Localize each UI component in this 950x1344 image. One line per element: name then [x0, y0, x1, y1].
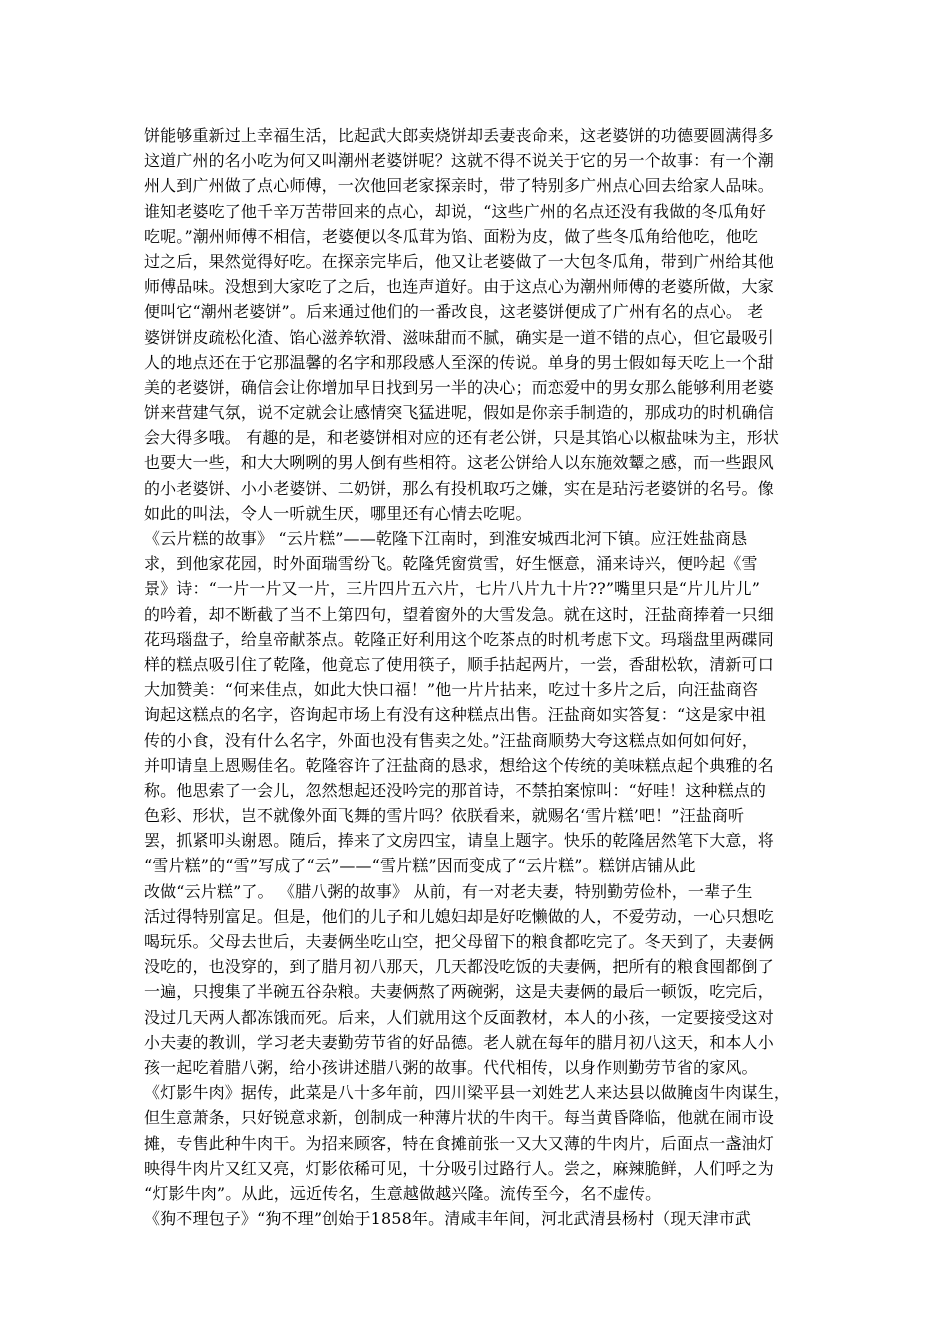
text-line: 改做“云片糕”了。 《腊八粥的故事》 从前，有一对老夫妻，特别勤劳俭朴，一辈子生	[144, 881, 753, 901]
text-line: 样的糕点吸引住了乾隆，他竟忘了使用筷子，顺手拈起两片，一尝，香甜松软，清新可口	[144, 654, 774, 674]
text-line: 州人到广州做了点心师傅，一次他回老家探亲时，带了特别多广州点心回去给家人品味。	[144, 176, 774, 196]
text-line: “灯影牛肉”。从此，远近传名，生意越做越兴隆。流传至今，名不虚传。	[144, 1183, 662, 1203]
text-line: 没吃的，也没穿的，到了腊月初八那天，几天都没吃饭的夫妻俩，把所有的粮食囤都倒了	[144, 957, 774, 977]
text-line: 色彩、形状，岂不就像外面飞舞的雪片吗？依朕看来，就赐名‘雪片糕’吧！”汪盐商听	[144, 806, 745, 826]
text-line: 景》诗：“一片一片又一片，三片四片五六片，七片八片九十片??”嘴里只是“片儿片儿”	[144, 579, 761, 599]
text-line: 师傅品味。没想到大家吃了之后，也连声道好。由于这点心为潮州师傅的老婆所做，大家	[144, 277, 774, 297]
text-line: 婆饼饼皮疏松化渣、馅心滋养软滑、滋味甜而不腻，确实是一道不错的点心，但它最吸引	[144, 327, 774, 347]
text-line: 花玛瑙盘子，给皇帝献茶点。乾隆正好利用这个吃茶点的时机考虑下文。玛瑙盘里两碟同	[144, 629, 774, 649]
text-line: 并叩请皇上恩赐佳名。乾隆容许了汪盐商的恳求，想给这个传统的美味糕点起个典雅的名	[144, 755, 774, 775]
text-line: 《云片糕的故事》 “云片糕”——乾隆下江南时，到淮安城西北河下镇。应汪姓盐商恳	[144, 529, 748, 548]
text-line: 传的小食，没有什么名字，外面也没有售卖之处。”汪盐商顺势大夸这糕点如何如何好，	[144, 730, 759, 750]
text-line: 吃呢。”潮州师傅不相信，老婆便以冬瓜茸为馅、面粉为皮，做了些冬瓜角给他吃，他吃	[144, 226, 759, 246]
text-line: 喝玩乐。父母去世后，夫妻俩坐吃山空，把父母留下的粮食都吃完了。冬天到了，夫妻俩	[144, 932, 774, 951]
text-line: 活过得特别富足。但是，他们的儿子和儿媳妇却是好吃懒做的人，不爱劳动，一心只想吃	[144, 906, 774, 926]
text-line: 小夫妻的教训，学习老夫妻勤劳节省的好品德。老人就在每年的腊月初八这天，和本人小	[144, 1032, 774, 1052]
text-line: 一遍，只搜集了半碗五谷杂粮。夫妻俩熬了两碗粥，这是夫妻俩的最后一顿饭，吃完后，	[144, 982, 774, 1002]
text-line: 会大得多哦。 有趣的是，和老婆饼相对应的还有老公饼，只是其馅心以椒盐味为主，形状	[144, 428, 780, 448]
text-line: 饼能够重新过上幸福生活，比起武大郎卖烧饼却丢妻丧命来，这老婆饼的功德要圆满得多	[144, 126, 774, 145]
text-line: 便叫它“潮州老婆饼”。后来通过他们的一番改良，这老婆饼便成了广州有名的点心。 老	[144, 302, 764, 322]
text-line: 谁知老婆吃了他千辛万苦带回来的点心，却说，“这些广州的名点还没有我做的冬瓜角好	[144, 201, 767, 221]
body-text	[144, 123, 814, 1231]
text-line: 也要大一些，和大大咧咧的男人倒有些相符。这老公饼给人以东施效颦之感，而一些跟风	[144, 453, 774, 473]
text-line: 映得牛肉片又红又亮，灯影依稀可见，十分吸引过路行人。尝之，麻辣脆鲜，人们呼之为	[144, 1158, 774, 1178]
text-line: 求，到他家花园，时外面瑞雪纷飞。乾隆凭窗赏雪，好生惬意，涌来诗兴，便吟起《雪	[144, 554, 758, 574]
text-line: 的小老婆饼、小小老婆饼、二奶饼，那么有投机取巧之嫌，实在是玷污老婆饼的名号。像	[144, 478, 774, 498]
text-line: 称。他思索了一会儿，忽然想起还没吟完的那首诗，不禁拍案惊叫：“好哇！这种糕点的	[144, 780, 767, 800]
text-line: 这道广州的名小吃为何又叫潮州老婆饼呢？这就不得不说关于它的另一个故事：有一个潮	[144, 151, 774, 171]
text-line: 罢，抓紧叩头谢恩。随后，捧来了文房四宝，请皇上题字。快乐的乾隆居然笔下大意，将	[144, 831, 774, 851]
text-line: 人的地点还在于它那温馨的名字和那段感人至深的传说。单身的男士假如每天吃上一个甜	[144, 352, 774, 372]
text-line: 《灯影牛肉》据传，此菜是八十多年前，四川梁平县一刘姓艺人来达县以做腌卤牛肉谋生，	[144, 1083, 791, 1103]
text-line: 摊，专售此种牛肉干。为招来顾客，特在食摊前张一又大又薄的牛肉片，后面点一盏油灯	[144, 1133, 774, 1153]
text-line: 如此的叫法，令人一听就生厌，哪里还有心情去吃呢。	[144, 503, 532, 523]
text-line: 大加赞美：“何来佳点，如此大快口福！”他一片片拈来，吃过十多片之后，向汪盐商咨	[144, 680, 759, 700]
text-line: 《狗不理包子》“狗不理”创始于1858年。清咸丰年间，河北武清县杨村（现天津市武	[144, 1209, 752, 1229]
text-line: 没过几天两人都冻饿而死。后来，人们就用这个反面教材，本人的小孩，一定要接受这对	[144, 1007, 774, 1027]
text-line: 美的老婆饼，确信会让你增加早日找到另一半的决心；而恋爱中的男女那么能够利用老婆	[144, 377, 774, 397]
text-line: 的吟着，却不断截了当不上第四句，望着窗外的大雪发急。就在这时，汪盐商捧着一只细	[144, 604, 774, 624]
text-line: 饼来营建气氛，说不定就会让感情突飞猛进呢，假如是你亲手制造的，那成功的时机确信	[144, 403, 774, 423]
text-line: 询起这糕点的名字，咨询起市场上有没有这种糕点出售。汪盐商如实答复：“这是家中祖	[144, 705, 767, 725]
text-line: 过之后，果然觉得好吃。在探亲完毕后，他又让老婆做了一大包冬瓜角，带到广州给其他	[144, 251, 774, 271]
text-line: 但生意萧条，只好锐意求新，创制成一种薄片状的牛肉干。每当黄昏降临，他就在闹市设	[144, 1108, 774, 1128]
text-line: 孩一起吃着腊八粥，给小孩讲述腊八粥的故事。代代相传，以身作则勤劳节省的家风。	[144, 1057, 758, 1077]
text-line: “雪片糕”的“雪”写成了“云”——“雪片糕”因而变成了“云片糕”。糕饼店铺从此	[144, 856, 696, 876]
